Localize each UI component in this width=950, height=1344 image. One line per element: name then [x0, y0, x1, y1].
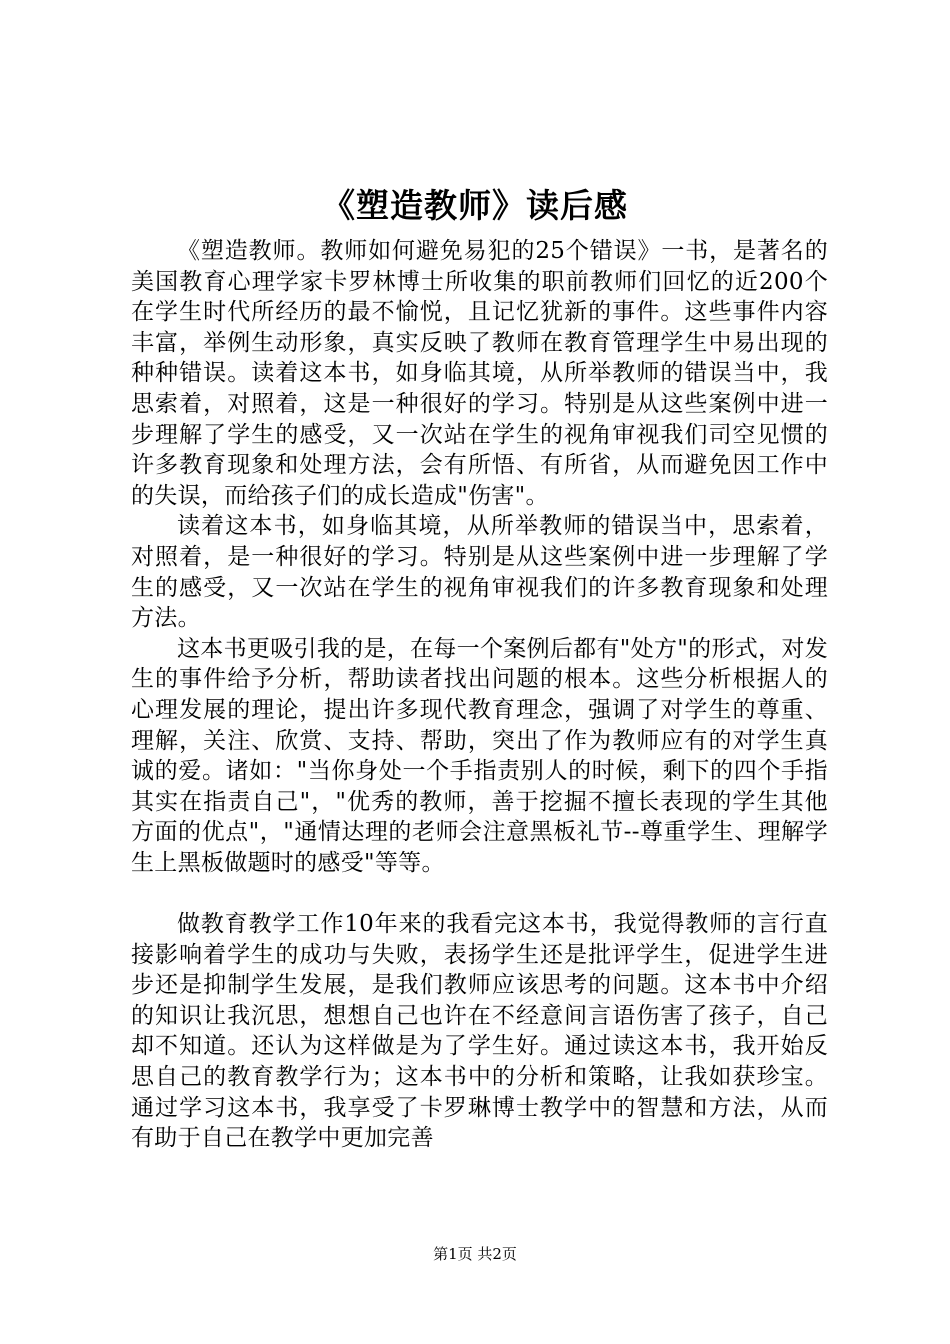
paragraph-1: 《塑造教师。教师如何避免易犯的25个错误》一书，是著名的美国教育心理学家卡罗林博士所收集的职前教师们回忆的近200个在学生时代所经历的最不愉悦，且记忆犹新的事件。这些事件内容丰富，举例生动形象，真实反映了教师在教育管理学生中易出现的种种错误。读着这本书，如身临其境，从所举教师的错误当中，我思索着，对照着，这是一种很好的学习。特别是从这些案例中进一步理解了学生的感受，又一次站在学生的视角审视我们司空见惯的许多教育现象和处理方法，会有所悟、有所省，从而避免因工作中的失误，而给孩子们的成长造成"伤害"。: [131, 238, 828, 509]
article-body: [131, 236, 828, 1154]
paragraph-spacer: [131, 878, 828, 909]
paragraph-4: 做教育教学工作10年来的我看完这本书，我觉得教师的言行直接影响着学生的成功与失败，表扬学生还是批评学生，促进学生进步还是抑制学生发展，是我们教师应该思考的问题。这本书中介绍的知识让我沉思，想想自己也许在不经意间言语伤害了孩子，自己却不知道。还认为这样做是为了学生好。通过读这本书，我开始反思自己的教育教学行为；这本书中的分析和策略，让我如获珍宝。通过学习这本书，我享受了卡罗琳博士教学中的智慧和方法，从而有助于自己在教学中更加完善: [131, 911, 828, 1152]
paragraph-2: 读着这本书，如身临其境，从所举教师的错误当中，思索着，对照着，是一种很好的学习。特别是从这些案例中进一步理解了学生的感受，又一次站在学生的视角审视我们的许多教育现象和处理方法。: [131, 513, 828, 632]
paragraph-3: 这本书更吸引我的是，在每一个案例后都有"处方"的形式，对发生的事件给予分析，帮助读者找出问题的根本。这些分析根据人的心理发展的理论，提出许多现代教育理念，强调了对学生的尊重、理解，关注、欣赏、支持、帮助，突出了作为教师应有的对学生真诚的爱。诸如："当你身处一个手指责别人的时候，剩下的四个手指其实在指责自己"，"优秀的教师，善于挖掘不擅长表现的学生其他方面的优点"，"通情达理的老师会注意黑板礼节--尊重学生、理解学生上黑板做题时的感受"等等。: [131, 635, 828, 876]
page-number-footer: 第1页 共2页: [433, 1245, 517, 1263]
page-title: 《塑造教师》读后感: [322, 186, 628, 225]
